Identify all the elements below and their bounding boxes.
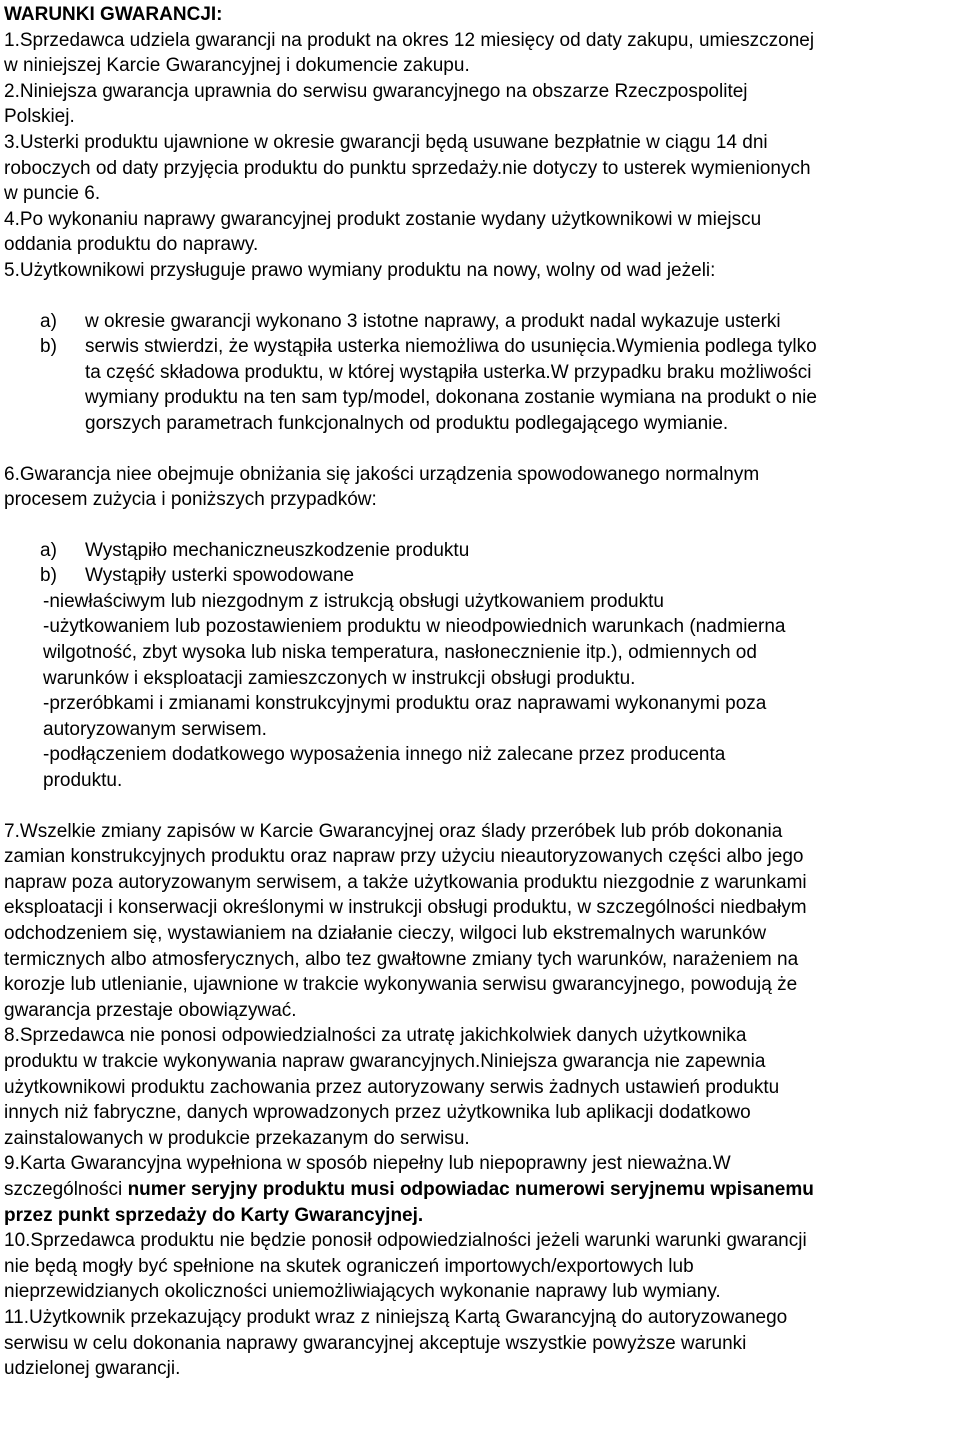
clause-6-items [4, 538, 960, 794]
sub-item-line: autoryzowanym serwisem. [43, 718, 267, 740]
clause-8-line: użytkownikowi produktu zachowania przez autoryzowany serwis żadnych ustawień produktu [4, 1076, 780, 1098]
clause-10-line: nie będą mogły być spełnione na skutek ograniczeń importowych/exportowych lub [4, 1255, 694, 1277]
clause-5-item-b [4, 334, 960, 360]
item-text: Wystąpiło mechaniczneuszkodzenie produktu [85, 539, 470, 561]
clause-7-line: 7.Wszelkie zmiany zapisów w Karcie Gwarancyjnej oraz ślady przeróbek lub prób dokonania [4, 820, 783, 842]
clause-3-line: 3.Usterki produktu ujawnione w okresie gwarancji będą usuwane bezpłatnie w ciągu 14 dni [4, 131, 768, 153]
clause-9-text: szczególności [4, 1178, 128, 1200]
clause-5-item-a [4, 309, 960, 335]
clause-9-emphasis: numer seryjny produktu musi odpowiadac numerowi seryjnemu wpisanemu [127, 1178, 814, 1200]
clause-9 [4, 1151, 960, 1228]
spacer [4, 794, 960, 819]
clause-7-line: korozje lub utlenianie, ujawnione w trakcie wykonywania serwisu gwarancyjnego, powodują że [4, 974, 798, 996]
sub-item-line: -podłączeniem dodatkowego wyposażenia innego niż zalecane przez producenta [43, 744, 726, 766]
clause-11-line: udzielonej gwarancji. [4, 1358, 181, 1380]
sub-item-line: -użytkowaniem lub pozostawieniem produktu w nieodpowiednich warunkach (nadmierna [43, 616, 786, 638]
spacer [4, 513, 960, 538]
clause-6-line: 6.Gwarancja niee obejmuje obniżania się jakości urządzenia spowodowanego normalnym [4, 463, 760, 485]
clause-4-line: 4.Po wykonaniu naprawy gwarancyjnej produkt zostanie wydany użytkownikowi w miejscu [4, 208, 762, 230]
clause-10-line: nieprzewidzianych okoliczności uniemożliwiających wykonanie naprawy lub wymiany. [4, 1281, 721, 1303]
clause-8-line: zainstalowanych w produkcie przekazanym do serwisu. [4, 1127, 470, 1149]
sub-item-line: wilgotność, zbyt wysoka lub niska temperatura, nasłonecznienie itp.), odmiennych od [43, 642, 757, 664]
sub-item-line: warunków i eksploatacji zamieszczonych w instrukcji obsługi produktu. [43, 667, 636, 689]
item-continuation: wymiany produktu na ten sam typ/model, dokonana zostanie wymiana na produkt o nie [85, 387, 817, 409]
item-continuation: gorszych parametrach funkcjonalnych od produktu podlegającego wymianie. [85, 412, 729, 434]
item-marker: b) [40, 565, 57, 587]
clause-7 [4, 819, 960, 1024]
item-text: Wystąpiły usterki spowodowane [85, 565, 355, 587]
clause-7-line: napraw poza autoryzowanym serwisem, a także użytkowania produktu niezgodnie z warunkami [4, 871, 807, 893]
item-marker: a) [40, 539, 57, 561]
clause-2-line: 2.Niniejsza gwarancja uprawnia do serwisu gwarancyjnego na obszarze Rzeczpospolitej [4, 80, 748, 102]
clause-1-line: 1.Sprzedawca udziela gwarancji na produkt na okres 12 miesięcy od daty zakupu, umieszczonej [4, 29, 815, 51]
document-title: WARUNKI GWARANCJI: [4, 4, 223, 25]
clause-7-line: termicznych albo atmosferycznych, albo tez gwałtowne zmiany tych warunków, narażeniem na [4, 948, 799, 970]
spacer [4, 284, 960, 309]
clause-7-line: eksploatacji i konserwacji określonymi w instrukcji obsługi produktu, w szczególności niedbałym [4, 897, 807, 919]
sub-item-line: -niewłaściwym lub niezgodnym z istrukcją obsługi użytkowaniem produktu [43, 590, 664, 612]
clause-6-item-b [4, 563, 960, 589]
clause-11-line: 11.Użytkownik przekazujący produkt wraz z niniejszą Kartą Gwarancyjną do autoryzowanego [4, 1306, 788, 1328]
item-continuation: ta część składowa produktu, w której wystąpiła usterka.W przypadku braku możliwości [85, 361, 812, 383]
clause-7-line: gwarancja przestaje obowiązywać. [4, 999, 297, 1021]
clause-7-line: odchodzeniem się, wystawianiem na działanie cieczy, wilgoci lub ekstremalnych warunków [4, 923, 767, 944]
clause-3 [4, 130, 960, 207]
clause-3-line: roboczych od daty przyjęcia produktu do punktu sprzedaży.nie dotyczy to usterek wymienionych [4, 157, 811, 179]
item-marker: b) [40, 336, 57, 358]
clause-11-line: serwisu w celu dokonania naprawy gwarancyjnej akceptuje wszystkie powyższe warunki [4, 1332, 747, 1354]
sub-item-line: produktu. [43, 770, 123, 792]
clause-7-line: zamian konstrukcyjnych produktu oraz napraw przy użyciu nieautoryzowanych części albo jego [4, 846, 804, 868]
clause-5-line: 5.Użytkownikowi przysługuje prawo wymiany produktu na nowy, wolny od wad jeżeli: [4, 259, 716, 281]
item-marker: a) [40, 310, 57, 332]
clause-2 [4, 79, 960, 130]
clause-8-line: produktu w trakcie wykonywania napraw gwarancyjnych.Niniejsza gwarancja nie zapewnia [4, 1050, 766, 1072]
clause-8-line: innych niż fabryczne, danych wprowadzonych przez użytkownika lub aplikacji dodatkowo [4, 1102, 751, 1124]
item-text: serwis stwierdzi, że wystąpiła usterka niemożliwa do usunięcia.Wymienia podlega tylko [85, 336, 817, 358]
clause-1 [4, 28, 960, 79]
clause-8-line: 8.Sprzedawca nie ponosi odpowiedzialności za utratę jakichkolwiek danych użytkownika [4, 1025, 747, 1047]
clause-8 [4, 1023, 960, 1151]
clause-9-line [4, 1203, 960, 1229]
clause-11 [4, 1305, 960, 1382]
clause-10 [4, 1228, 960, 1305]
clause-2-line: Polskiej. [4, 106, 75, 128]
clause-4-line: oddania produktu do naprawy. [4, 234, 259, 256]
clause-4 [4, 207, 960, 258]
clause-10-line: 10.Sprzedawca produktu nie będzie ponosił odpowiedzialności jeżeli warunki warunki gwarancji [4, 1230, 807, 1252]
clause-3-line: w puncie 6. [4, 183, 101, 205]
item-text: w okresie gwarancji wykonano 3 istotne naprawy, a produkt nadal wykazuje usterki [85, 310, 781, 332]
spacer [4, 437, 960, 462]
sub-item-line: -przeróbkami i zmianami konstrukcyjnymi produktu oraz naprawami wykonanymi poza [43, 693, 767, 715]
clause-1-line: w niniejszej Karcie Gwarancyjnej i dokumencie zakupu. [4, 55, 470, 77]
clause-6-line: procesem zużycia i poniższych przypadków: [4, 489, 377, 511]
clause-9-emphasis: przez punkt sprzedaży do Karty Gwarancyjnej. [4, 1204, 424, 1226]
clause-5-items [4, 309, 960, 437]
clause-9-line: 9.Karta Gwarancyjna wypełniona w sposób niepełny lub niepoprawny jest nieważna.W [4, 1153, 731, 1175]
clause-9-line [4, 1177, 960, 1203]
clause-5 [4, 258, 960, 284]
clause-6-item-a [4, 538, 960, 564]
clause-6 [4, 462, 960, 513]
